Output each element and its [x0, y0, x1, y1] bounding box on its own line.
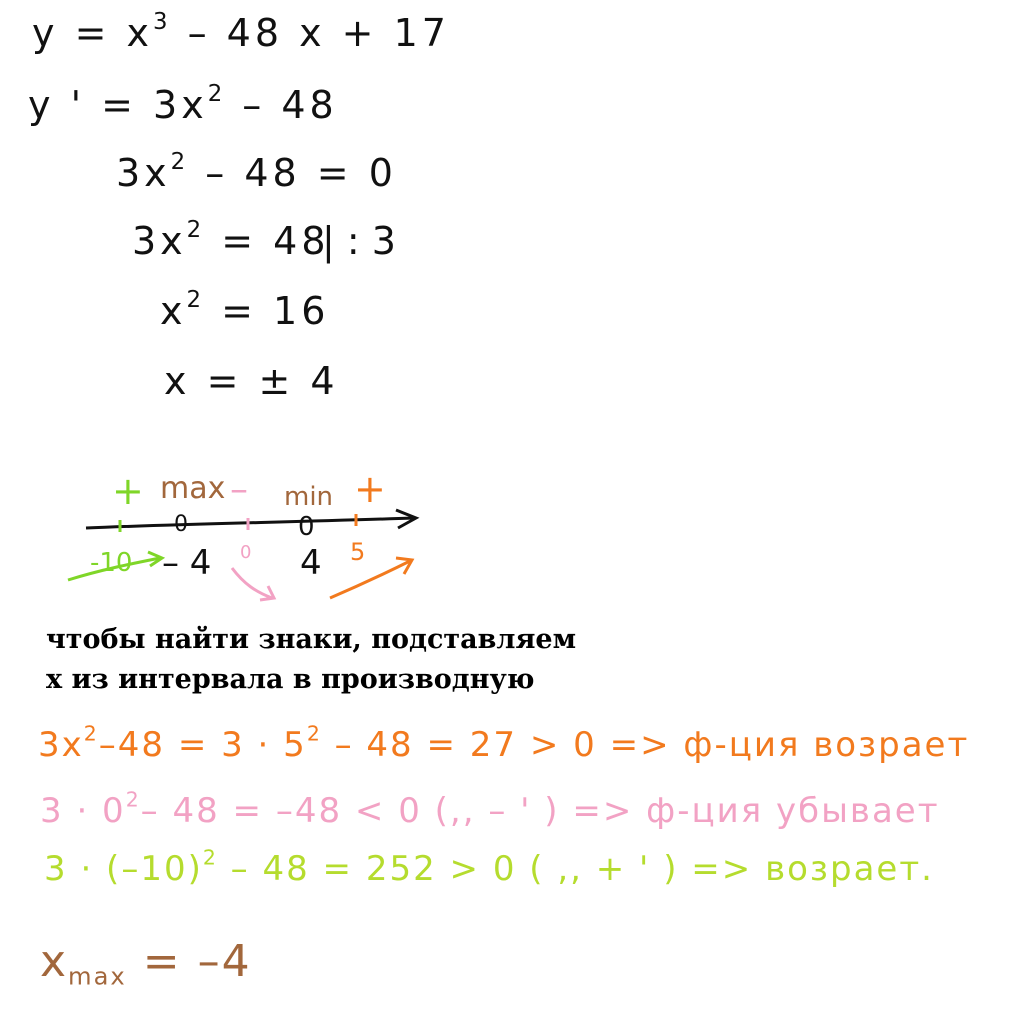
check-middle-interval	[40, 787, 940, 831]
equation-lhs: 3x	[132, 219, 187, 263]
answer-value: = –4	[126, 936, 252, 987]
check-part: – 48 = 27 > 0 => ф-ция возрает	[321, 725, 970, 765]
critical-point-equation	[116, 148, 397, 195]
x-squared-equation	[160, 286, 330, 333]
label-max: max	[160, 471, 226, 506]
check-part: – 48 = 252 > 0 ( ,, + ' ) => возрает.	[217, 849, 934, 889]
label-min: min	[284, 482, 334, 512]
equation-lhs: x	[160, 289, 187, 333]
function-lhs: y = x	[32, 11, 153, 55]
critical-marker-right: 0	[298, 512, 315, 542]
increasing-arrow-right	[330, 560, 412, 598]
sign-plus-right: +	[354, 467, 386, 511]
check-part: 3x	[38, 725, 84, 765]
critical-marker-left: 0	[174, 512, 188, 537]
note-line-1: чтобы найти знаки, подставляем	[46, 624, 577, 655]
equation-lhs: 3x	[116, 151, 171, 195]
exponent: 2	[83, 721, 99, 746]
derivative-equation	[28, 80, 338, 127]
check-part: –48 = 3 · 5	[98, 725, 307, 765]
exponent: 3	[152, 8, 172, 35]
check-part: – 48 = –48 < 0 (,, – ' ) => ф-ция убывает	[140, 791, 940, 831]
derivative-rhs: – 48	[226, 83, 338, 127]
equation-rhs: – 48 = 0	[189, 151, 397, 195]
roots-equation: x = ± 4	[164, 359, 339, 403]
test-point-minus10: -10	[90, 548, 133, 578]
exponent: 2	[202, 845, 218, 870]
final-answer	[40, 936, 252, 991]
test-point-five: 5	[350, 538, 366, 566]
divide-by-three-note: | : 3	[322, 219, 396, 263]
sign-plus-left: +	[112, 469, 144, 513]
function-equation	[32, 8, 450, 55]
exponent: 2	[186, 286, 206, 313]
exponent: 2	[186, 216, 206, 243]
divided-equation	[132, 216, 330, 263]
test-point-zero: 0	[240, 542, 252, 563]
exponent: 2	[170, 148, 190, 175]
derivative-lhs: y ' = 3x	[28, 83, 208, 127]
decreasing-arrow	[232, 568, 272, 598]
note-line-2: х из интервала в производную	[46, 664, 535, 695]
check-part: 3 · 0	[40, 791, 126, 831]
function-rhs: – 48 x + 17	[171, 11, 450, 55]
tick-label-4: 4	[300, 543, 322, 583]
exponent: 2	[207, 80, 227, 107]
check-left-interval	[44, 845, 934, 889]
check-part: 3 · (–10)	[44, 849, 203, 889]
equation-rhs: = 16	[205, 289, 330, 333]
exponent: 2	[125, 787, 141, 812]
exponent: 2	[306, 721, 322, 746]
check-right-interval	[38, 721, 970, 765]
equation-rhs: = 48	[205, 219, 330, 263]
sign-minus-mid: –	[230, 469, 248, 510]
answer-variable: x	[40, 936, 69, 987]
tick-label-minus4: – 4	[162, 543, 212, 583]
answer-subscript: max	[68, 962, 127, 991]
